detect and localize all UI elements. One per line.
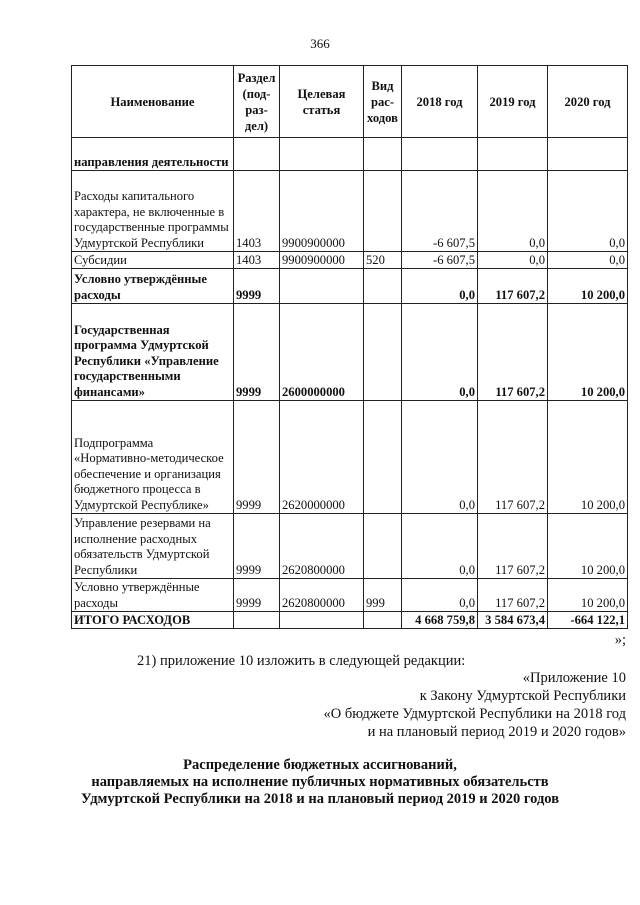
cell-name: Управление резервами на исполнение расходных обязательств Удмуртской Республики	[72, 514, 234, 579]
cell-2019: 117 607,2	[478, 514, 548, 579]
cell-section: 1403	[234, 252, 280, 269]
table-row	[72, 401, 628, 514]
cell-section: 9999	[234, 304, 280, 401]
cell-name: Субсидии	[72, 252, 234, 269]
header-kind: Вид рас- ходов	[364, 66, 402, 138]
header-2020: 2020 год	[548, 66, 628, 138]
appendix-line-1: «Приложение 10	[522, 670, 626, 686]
cell-2018: 0,0	[402, 401, 478, 514]
cell-2018: 0,0	[402, 514, 478, 579]
cell-2018: 4 668 759,8	[402, 612, 478, 629]
cell-kind: 520	[364, 252, 402, 269]
header-2018: 2018 год	[402, 66, 478, 138]
cell-2018: -6 607,5	[402, 252, 478, 269]
cell-section: 9999	[234, 401, 280, 514]
table-row	[72, 579, 628, 612]
cell-2018: 0,0	[402, 579, 478, 612]
cell-2020: 10 200,0	[548, 514, 628, 579]
appendix-line-2: к Закону Удмуртской Республики	[419, 688, 626, 704]
heading-line-1: Распределение бюджетных ассигнований,	[183, 757, 457, 773]
cell-2020: 0,0	[548, 171, 628, 252]
cell-2018: -6 607,5	[402, 171, 478, 252]
cell-2018: 0,0	[402, 269, 478, 304]
cell-2018: 0,0	[402, 304, 478, 401]
cell-2019: 117 607,2	[478, 304, 548, 401]
cell-kind	[364, 269, 402, 304]
table-row	[72, 514, 628, 579]
cell-name: направления деятельности	[72, 138, 234, 171]
heading-line-3: Удмуртской Республики на 2018 и на плановый период 2019 и 2020 годов	[80, 791, 560, 807]
header-2019: 2019 год	[478, 66, 548, 138]
cell-2020: 10 200,0	[548, 269, 628, 304]
cell-kind	[364, 171, 402, 252]
cell-2019: 117 607,2	[478, 401, 548, 514]
cell-2019: 0,0	[478, 171, 548, 252]
table-header-row	[72, 66, 628, 138]
cell-name: Условно утверждённые расходы	[72, 579, 234, 612]
cell-target: 2620800000	[280, 579, 364, 612]
cell-target: 2600000000	[280, 304, 364, 401]
cell-2020: 0,0	[548, 252, 628, 269]
cell-target: 2620800000	[280, 514, 364, 579]
cell-kind	[364, 304, 402, 401]
budget-table	[71, 65, 628, 629]
cell-name: Расходы капитального характера, не включенные в государственные программы Удмуртской Республики	[72, 171, 234, 252]
cell-section: 9999	[234, 269, 280, 304]
cell-2019: 0,0	[478, 252, 548, 269]
cell-2020: 10 200,0	[548, 579, 628, 612]
cell-name: Условно утверждённые расходы	[72, 269, 234, 304]
cell-kind	[364, 514, 402, 579]
cell-name: ИТОГО РАСХОДОВ	[72, 612, 234, 629]
cell-2020: 10 200,0	[548, 401, 628, 514]
cell-2020: 10 200,0	[548, 304, 628, 401]
cell-section: 9999	[234, 579, 280, 612]
table-row	[72, 269, 628, 304]
table-total-row	[72, 612, 628, 629]
cell-2019: 117 607,2	[478, 579, 548, 612]
table-row	[72, 304, 628, 401]
table-row	[72, 252, 628, 269]
cell-target: 9900900000	[280, 252, 364, 269]
page-number: 366	[310, 36, 330, 51]
heading-line-2: направляемых на исполнение публичных нормативных обязательств	[91, 774, 549, 790]
cell-2019: 117 607,2	[478, 269, 548, 304]
cell-name: Государственная программа Удмуртской Республики «Управление государственными финансами»	[72, 304, 234, 401]
cell-target: 2620000000	[280, 401, 364, 514]
cell-name: Подпрограмма «Нормативно-методическое обеспечение и организация бюджетного процесса в Удмуртской Республике»	[72, 401, 234, 514]
item-21-text: 21) приложение 10 изложить в следующей редакции:	[137, 653, 466, 669]
table-row	[72, 171, 628, 252]
cell-target	[280, 269, 364, 304]
header-section: Раздел (под- раз- дел)	[234, 66, 280, 138]
header-target: Целевая статья	[280, 66, 364, 138]
cell-2019: 3 584 673,4	[478, 612, 548, 629]
table-row	[72, 138, 628, 171]
appendix-line-4: и на плановый период 2019 и 2020 годов»	[367, 724, 626, 740]
cell-section: 1403	[234, 171, 280, 252]
cell-target: 9900900000	[280, 171, 364, 252]
cell-kind: 999	[364, 579, 402, 612]
cell-section: 9999	[234, 514, 280, 579]
appendix-line-3: «О бюджете Удмуртской Республики на 2018 год	[323, 706, 626, 722]
cell-kind	[364, 401, 402, 514]
cell-2020: -664 122,1	[548, 612, 628, 629]
header-name: Наименование	[72, 66, 234, 138]
closing-quote: »;	[614, 632, 626, 648]
